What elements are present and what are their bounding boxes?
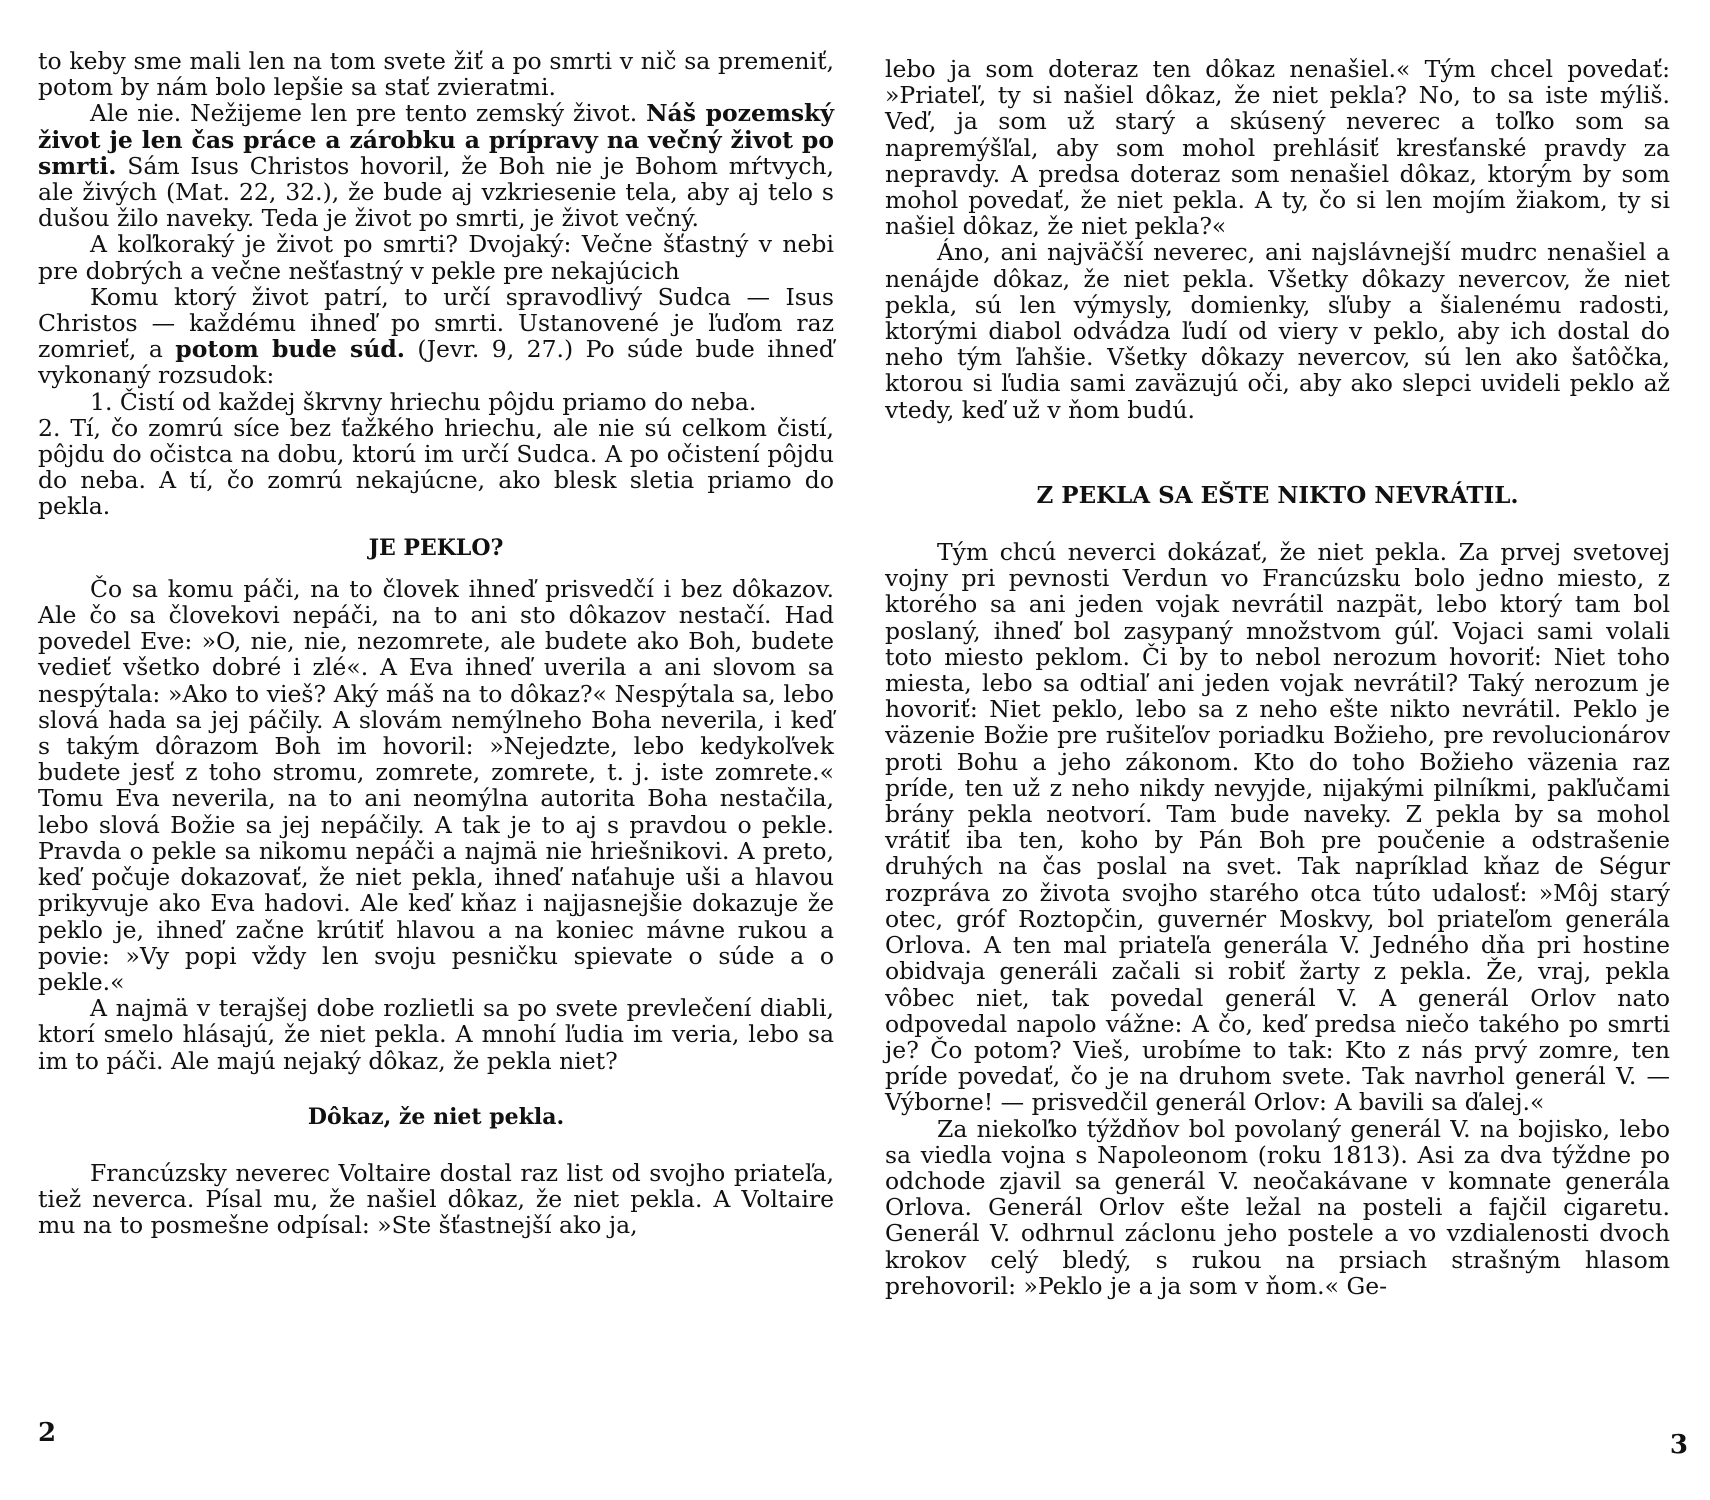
section-heading: JE PEKLO?: [368, 534, 504, 561]
text-run: (Jevr. 9, 27.) Po súde bude ihneď vykonaný rozsudok:: [38, 335, 834, 390]
page-number: 2: [38, 1418, 57, 1448]
text-run: Sám Isus Christos hovoril, že Boh nie je Bohom mŕtvych, ale živých (Mat. 22, 32.), že bude aj vzkriesenie tela, aby aj telo s dušou žilo naveky. Teda je život po smrti, je život večný.: [38, 151, 834, 233]
bold-run: potom bude súd.: [175, 335, 405, 364]
right-page: [855, 0, 1710, 1500]
paragraph: [38, 100, 834, 231]
paragraph: Tým chcú neverci dokázať, že niet pekla. Za prvej svetovej vojny pri pevnosti Verdun vo Francúzsku bolo jedno miesto, z ktorého sa ani jeden vojak nevrátil nazpät, lebo ktorý tam bol poslaný, ihneď bol zasypaný množstvom gúľ. Vojaci sami volali toto miesto peklom. Či by to nebol nerozum hovoriť: Niet toho miesta, lebo sa odtiaľ ani jeden vojak nevrátil? Taký nerozum je hovoriť: Niet peklo, lebo sa z neho ešte nikto nevrátil. Peklo je väzenie Božie pre rušiteľov poriadku Božieho, pre revolucionárov proti Bohu a jeho zákonom. Kto do toho Božieho väzenia raz príde, ten už z neho nikdy nevyjde, nijakými pilníkmi, pakľučami brány pekla neotvorí. Tam bude naveky. Z pekla by sa mohol vrátiť iba ten, koho by Pán Boh pre poučenie a odstrašenie druhých na čas poslal na svet. Tak napríklad kňaz de Ségur rozpráva zo života svojho starého otca túto udalosť: »Môj starý otec, gróf Roztopčin, guvernér Moskvy, bol priateľom generála Orlova. A ten mal priateľa generála V. Jedného dňa pri hostine obidvaja generáli začali si robiť žarty z pekla. Že, vraj, pekla vôbec niet, tak povedal generál V. A generál Orlov nato odpovedal napolo vážne: A čo, keď predsa niečo takého po smrti je? Čo potom? Vieš, urobíme to tak: Kto z nás prvý zomre, ten príde povedať, čo je na druhom svete. Tak navrhol generál V. — Výborne! — prisvedčil generál Orlov: A bavili sa ďalej.«: [885, 538, 1670, 1117]
paragraph: A koľkoraký je život po smrti? Dvojaký: Večne šťastný v nebi pre dobrých a večne nešťastný v pekle pre nekajúcich: [38, 230, 834, 285]
bold-run: Náš pozemský život je len čas práce a zárobku a prípravy na večný život po smrti.: [38, 99, 834, 180]
section-heading: Z PEKLA SA EŠTE NIKTO NEVRÁTIL.: [1036, 481, 1519, 509]
paragraph: [38, 284, 834, 389]
paragraph: Čo sa komu páči, na to človek ihneď prisvedčí i bez dôkazov. Ale čo sa človekovi nepáči, na to ani sto dôkazov nestačí. Had povedel Eve: »O, nie, nie, nezomrete, ale budete ako Boh, budete vedieť všetko dobré i zlé«. A Eva ihneď uverila a ani slovom sa nespýtala: »Ako to vieš? Aký máš na to dôkaz?« Nespýtala sa, lebo slová hada sa jej páčily. A slovám nemýlneho Boha neverila, i keď s takým dôrazom Boh im hovoril: »Nejedzte, lebo kedykoľvek budete jesť z toho stromu, zomrete, zomrete, t. j. iste zomrete.« Tomu Eva neverila, na to ani neomýlna autorita Boha nestačila, lebo slová Božie sa jej nepáčily. A tak je to aj s pravdou o pekle. Pravda o pekle sa nikomu nepáči a najmä nie hriešnikovi. A preto, keď počuje dokazovať, že niet pekla, ihneď naťahuje uši a hlavou prikyvuje ako Eva hadovi. Ale keď kňaz i najjasnejšie dokazuje že peklo je, ihneď začne krútiť hlavou a na koniec mávne rukou a povie: »Vy popi vždy len svoju pesničku spievate o súde a o pekle.«: [38, 574, 834, 996]
paragraph: Za niekoľko týždňov bol povolaný generál V. na bojisko, lebo sa viedla vojna s Napoleonom (roku 1813). Asi za dva týždne po odchode zjavil sa generál V. neočakávane v komnate generála Orlova. Generál Orlov ešte ležal na posteli a fajčil cigaretu. Generál V. odhrnul záclonu jeho postele a vo vzdialenosti dvoch krokov celý bledý, s rukou na prsiach strašným hlasom prehovoril: »Peklo je a ja som v ňom.« Ge-: [885, 1114, 1670, 1300]
left-text-column: [38, 48, 834, 1239]
paragraph: to keby sme mali len na tom svete žiť a po smrti v nič sa premeniť, potom by nám bolo lepšie sa stať zvieratmi.: [38, 47, 834, 102]
list-item: 2. Tí, čo zomrú síce bez ťažkého hriechu, ale nie sú celkom čistí, pôjdu do očistca na dobu, ktorú im určí Sudca. A po očistení pôjdu do neba. A tí, čo zomrú nekajúcne, ako blesk sletia priamo do pekla.: [38, 413, 834, 521]
paragraph: lebo ja som doteraz ten dôkaz nenašiel.« Tým chcel povedať: »Priateľ, ty si našiel dôkaz, že niet pekla? No, to sa iste mýliš. Veď, ja som už starý a skúsený neverec a toľko som sa napremýšľal, aby som mohol prehlásiť kresťanské pravdy za nepravdy. A predsa doteraz som nenašiel dôkaz, ktorým by som mohol povedať, že niet pekla. A ty, čo si len mojím žiakom, ty si našiel dôkaz, že niet pekla?«: [885, 55, 1670, 241]
paragraph: Francúzsky neverec Voltaire dostal raz list od svojho priateľa, tiež neverca. Písal mu, že našiel dôkaz, že niet pekla. A Voltaire mu na to posmešne odpísal: »Ste šťastnejší ako ja,: [38, 1158, 834, 1240]
text-run: Ale nie. Nežijeme len pre tento zemský život.: [90, 99, 647, 128]
list-item: 1. Čistí od každej škrvny hriechu pôjdu priamo do neba.: [90, 387, 757, 416]
page-number: 3: [1669, 1430, 1688, 1460]
section-heading: Dôkaz, že niet pekla.: [307, 1103, 565, 1130]
paragraph: Áno, ani najväčší neverec, ani najslávnejší mudrc nenašiel a nenájde dôkaz, že niet pekla. Všetky dôkazy nevercov, že niet pekla, sú len výmysly, domienky, sľuby a šialenému radosti, ktorými diabol odvádza ľudí od viery v peklo, aby ich dostal do neho tým ľahšie. Všetky dôkazy nevercov, sú len ako šatôčka, ktorou si ľudia sami zaväzujú oči, aby ako slepci uvideli peklo až vtedy, keď už v ňom budú.: [885, 238, 1670, 424]
right-text-column: [885, 56, 1670, 1299]
text-run: Komu ktorý život patrí, to určí spravodlivý Sudca — Isus Christos — každému ihneď po smrti. Ustanovené je ľuďom raz zomrieť, a: [38, 282, 834, 364]
paragraph: A najmä v terajšej dobe rozlietli sa po svete prevlečení diabli, ktorí smelo hlásajú, že niet pekla. A mnohí ľudia im veria, lebo sa im to páči. Ale majú nejaký dôkaz, že pekla niet?: [38, 994, 834, 1075]
